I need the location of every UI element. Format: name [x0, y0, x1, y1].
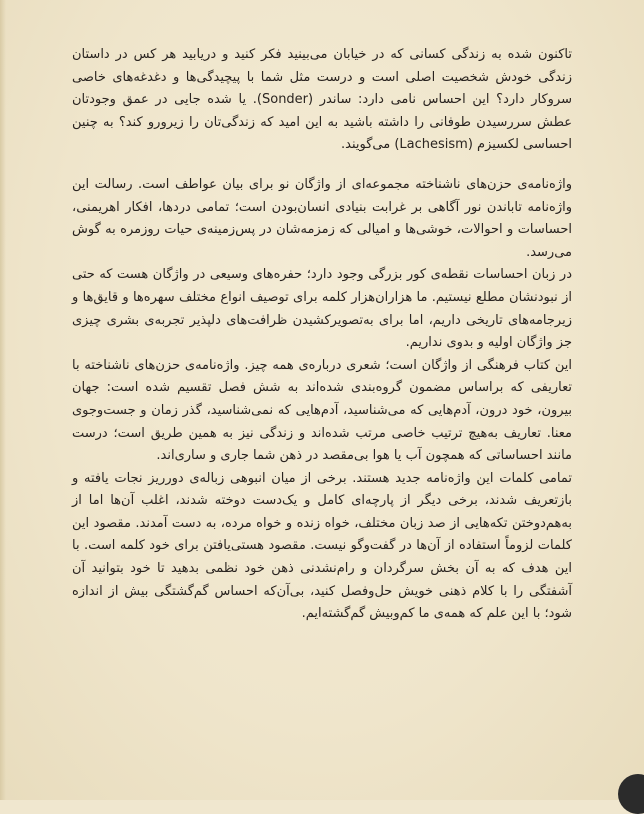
paragraph-new-words: تمامی کلمات این واژه‌نامه جدید هستند. برخی از میان انبوهی زباله‌ی دورریز نجات یافته و بازتعریف شدند، برخی دیگر از پارچه‌ای کامل و یک‌دست دوخته شدند، اغلب آن‌ها اما از به‌هم‌دوختن تکه‌هایی از صد زبان مختلف، خواه زنده و خواه مرده، به دست آمدند. مقصود این کلمات لزوماً استفاده از آن‌ها در گفت‌وگو نیست. مقصود هستی‌یافتن برای خود کلمه است. با این هدف که به آن بخش سرگردان و رام‌نشدنی ذهن خود نظمی بدهید تا خود بتوانید آن آشفتگی را با کلام ذهنی خویش حل‌وفصل کنید، بی‌آن‌که احساس گم‌گشتگی بیش از اندازه شود؛ با این علم که همه‌ی ما کم‌وبیش گم‌گشته‌ایم.: [72, 470, 572, 622]
paragraph-sonder: تاکنون شده به زندگی کسانی که در خیابان می‌بینید فکر کنید و دریابید هر کس در داستان زندگی خودش شخصیت اصلی است و درست مثل شما با پیچیدگی‌ها و دغدغه‌های خاصی سروکار دارد؟ این احساس نامی دارد: ساندر (Sonder). یا شده جایی در عمق وجودتان عطش سررسیدن طوفانی را داشته باشید به این امید که زندگی‌تان را زیرورو کند؟ به چنین احساسی لکسیزم (Lachesism) می‌گویند.: [72, 47, 573, 153]
paragraph-dictionary-mission: واژه‌نامه‌ی حزن‌های ناشناخته مجموعه‌ای از واژگان نو برای بیان عواطف است. رسالت این واژه‌نامه تاباندن نور آگاهی بر غرابت بنیادی انسان‌بودن است؛ تمامی دردها، افکار اهریمنی، احساسات و احوالات، خوشی‌ها و امیالی که زمزمه‌شان در پس‌زمینه‌ی حیات روزمره به گوش می‌رسد.: [72, 176, 572, 260]
paragraph-language-blind-spot: در زبان احساسات نقطه‌ی کور بزرگی وجود دارد؛ حفره‌های وسیعی در واژگان هست که حتی از نبودنشان مطلع نیستیم. ما هزاران‌هزار کلمه برای توصیف انواع مختلف سهره‌ها و قایق‌ها و زیرجامه‌های تاریخی داریم، اما برای به‌تصویرکشیدن ظرافت‌های دلپذیر تجربه‌ی بشری چیزی جز واژگان اولیه و بدوی نداریم.: [72, 267, 572, 351]
corner-dot: [618, 774, 644, 814]
cover-text: [72, 44, 572, 626]
page-crease: [0, 0, 6, 800]
paragraph-book-structure: این کتاب فرهنگی از واژگان است؛ شعری درباره‌ی همه چیز. واژه‌نامه‌ی حزن‌های ناشناخته با تعاریفی که براساس مضمون گروه‌بندی شده‌اند به شش فصل تقسیم شده است: جهان بیرون، خود درون، آدم‌هایی که می‌شناسید، آدم‌هایی که نمی‌شناسید، گذر زمان و جست‌وجوی معنا. تعاریف به‌هیچ ترتیب خاصی مرتب شده‌اند و زندگی نیز به همین طریق است؛ درست مانند احساساتی که همچون آب یا هوا بی‌مقصد در ذهن شما جاری و ساری‌اند.: [72, 357, 572, 464]
